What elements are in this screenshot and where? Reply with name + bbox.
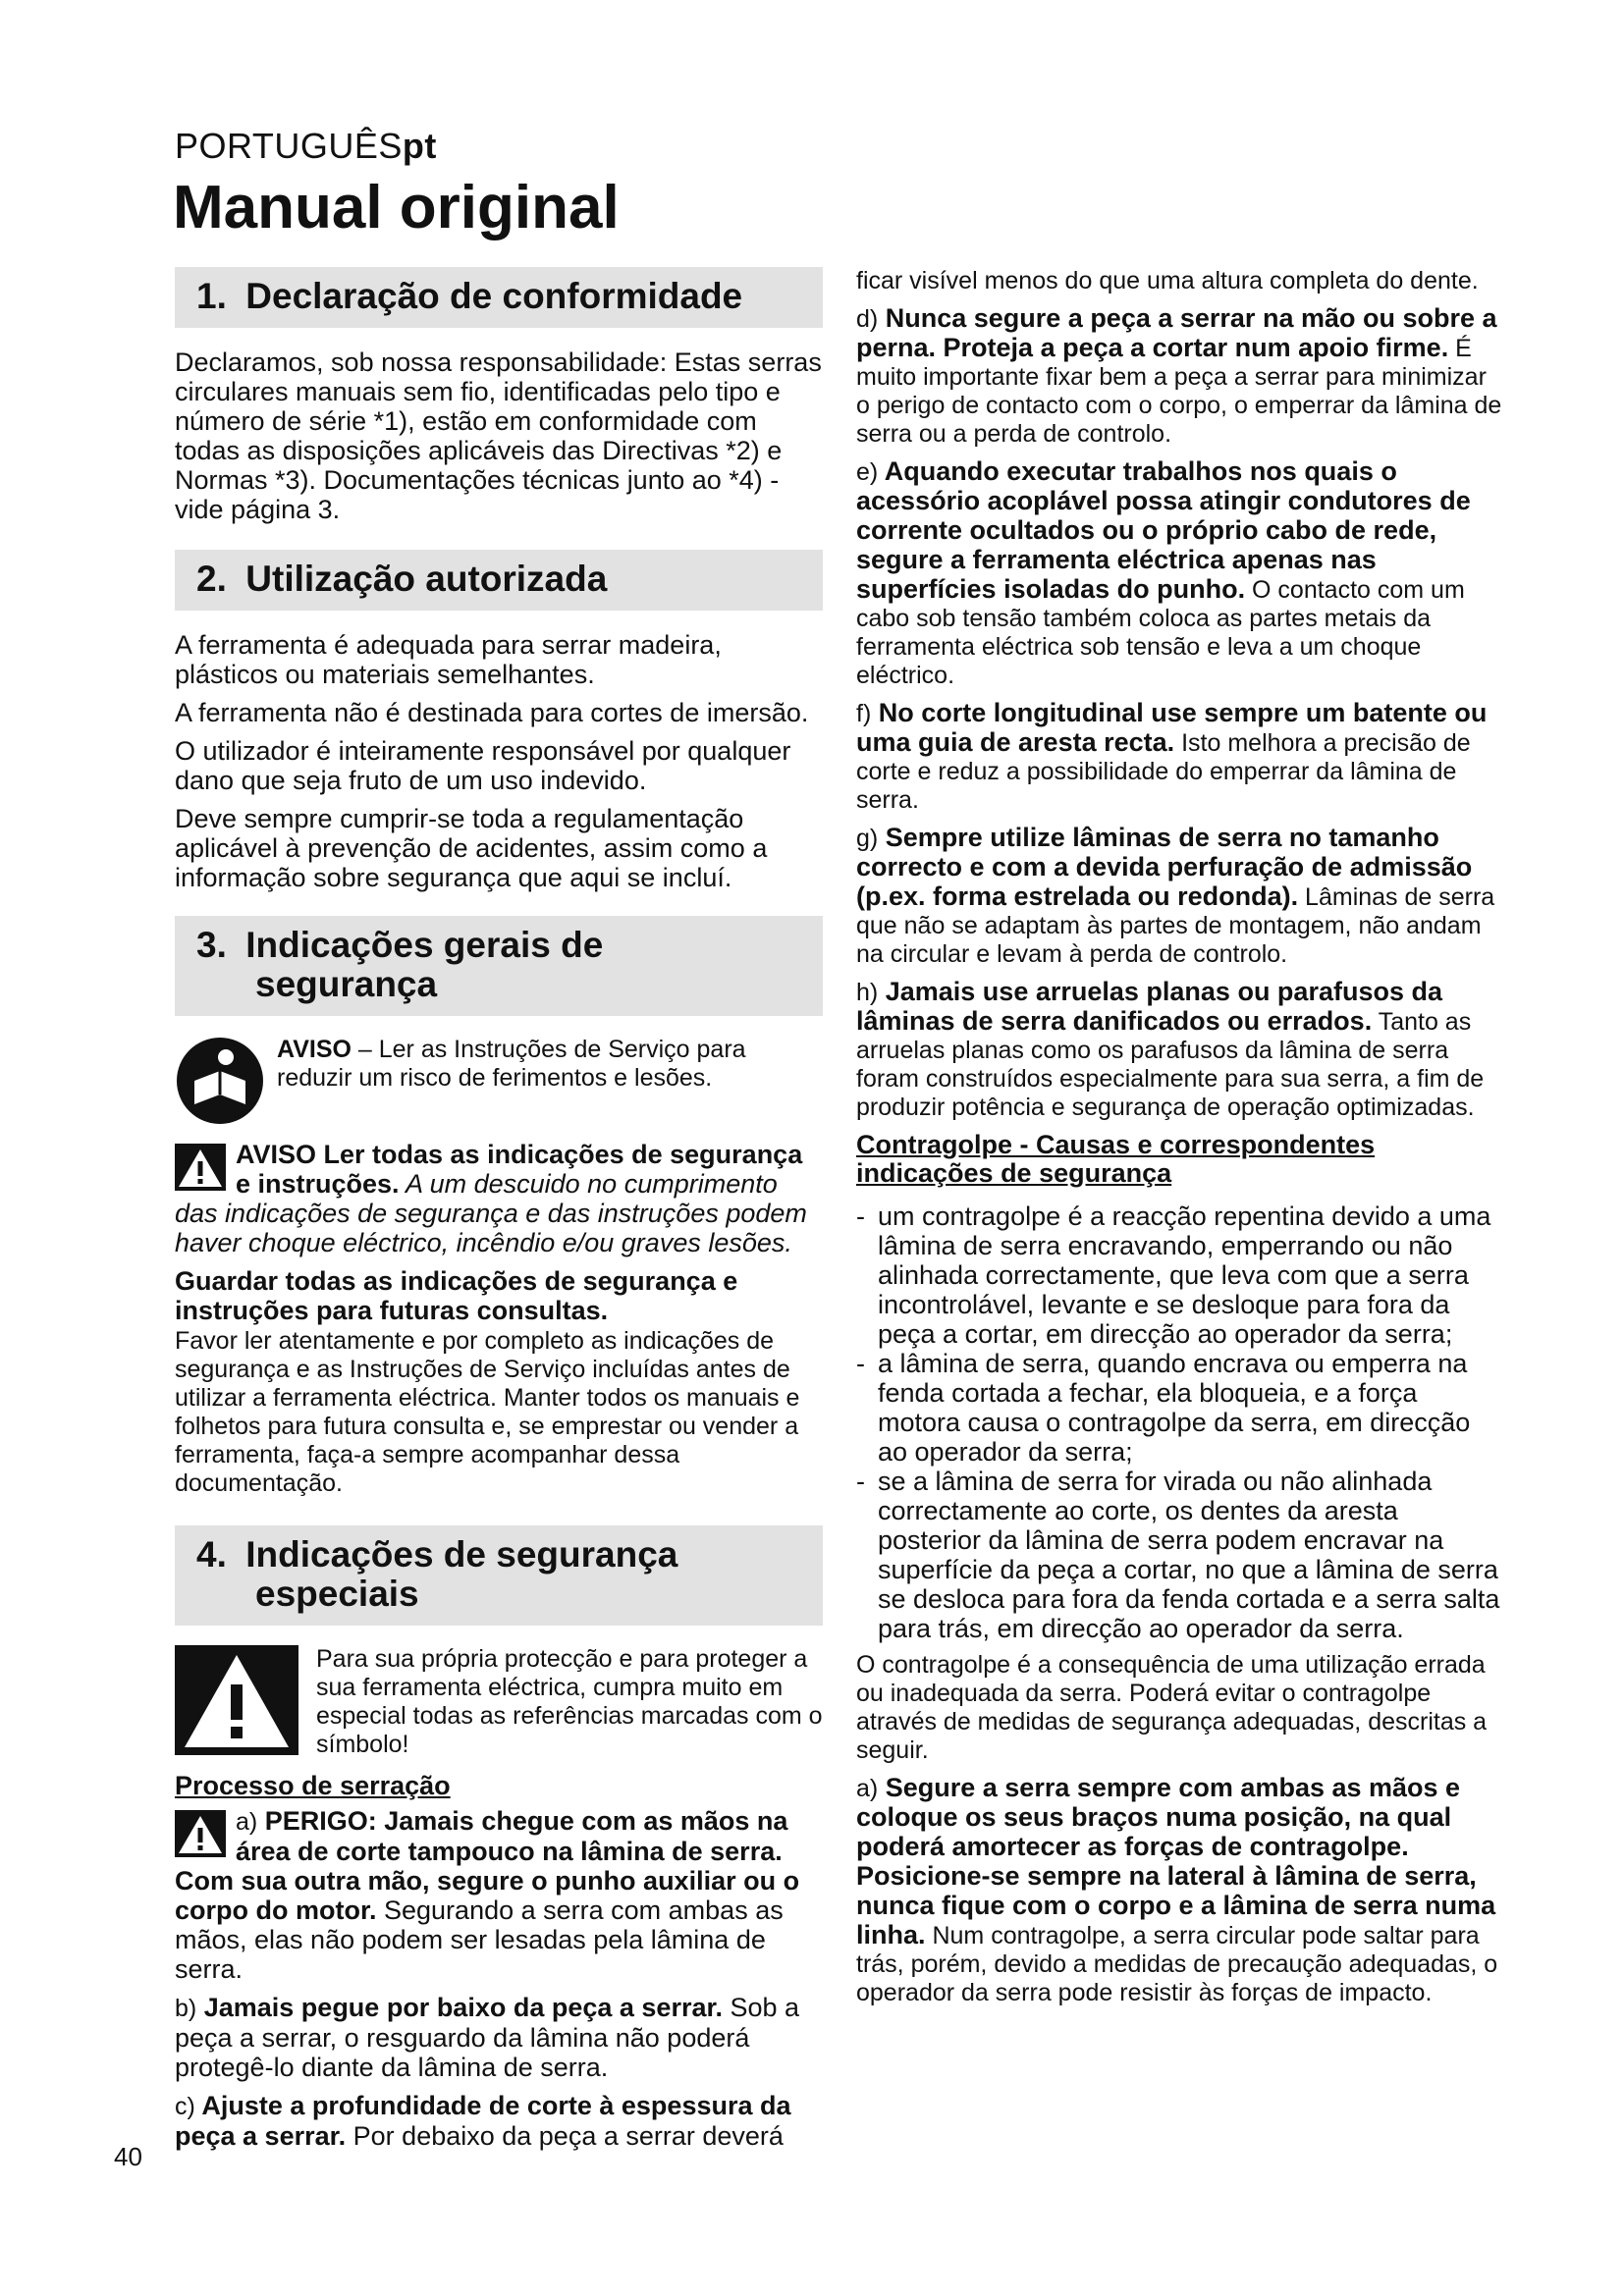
left-column [175,267,823,2160]
kickback-list [856,1201,1504,1643]
language-label: PORTUGUÊSpt [175,126,437,166]
paragraph: O utilizador é inteiramente responsável por qualquer dano que seja fruto de um uso indevido. [175,736,791,795]
item-f: f) No corte longitudinal use sempre um batente ou uma guia de aresta recta. Isto melhora a precisão de corte e reduz a possibilidade do emperrar da lâmina de serra. [856,698,1488,814]
paragraph: Favor ler atentamente e por completo as indicações de segurança e as Instruções de Serviço incluídas antes de utilizar a ferramenta eléctrica. Manter todos os manuais e folhetos para futura consulta e, se emprestar ou vender a ferramenta, faça-a sempre acompanhar dessa documentação. [175,1327,800,1497]
item-d: d) Nunca segure a peça a serrar na mão ou sobre a perna. Proteja a peça a cortar num apoio firme. É muito importante fixar bem a peça a serrar para minimizar o perigo de contacto com o corpo, o emperrar da lâmina de serra ou a perda de controlo. [856,303,1502,448]
item-e: e) Aquando executar trabalhos nos quais o acessório acoplável possa atingir condutores de corrente ocultados ou o próprio cabo de rede, segure a ferramenta eléctrica apenas nas superfícies isoladas do punho. O contacto com um cabo sob tensão também coloca as partes metais da ferramenta eléctrica sob tensão e leva a um choque eléctrico. [856,456,1471,689]
aviso-text: – Ler as Instruções de Serviço para reduzir um risco de ferimentos e lesões. [277,1036,746,1092]
paragraph: ficar visível menos do que uma altura completa do dente. [856,267,1479,294]
symbol-notice: Para sua própria protecção e para proteger a sua ferramenta eléctrica, cumpra muito em especial todas as referências marcadas com o símbolo! [175,1645,823,1759]
keep-heading: Guardar todas as indicações de segurança e instruções para futuras consultas. [175,1266,738,1325]
subheading: Processo de serração [175,1771,451,1800]
paragraph: A ferramenta é adequada para serrar madeira, plásticos ou materiais semelhantes. [175,630,722,689]
list-item: - a lâmina de serra, quando encrava ou emperra na fenda cortada a fechar, ela bloqueia, e a força motora causa o contragolpe da serra, em direcção ao operador da serra; [856,1349,1504,1467]
list-item: - se a lâmina de serra for virada ou não alinhada correctamente ao corte, os dentes da aresta posterior da lâmina de serra podem encravar na superfície da peça a cortar, no que a lâmina de serra se desloca para fora da fenda cortada e a serra salta para trás, em direcção ao operador da serra. [856,1467,1504,1643]
paragraph: O contragolpe é a consequência de uma utilização errada ou inadequada da serra. Poderá evitar o contragolpe através de medidas de segurança adequadas, descritas a seguir. [856,1651,1488,1764]
section-heading-1: 1. Declaração de conformidade [175,267,823,328]
warning-triangle-icon [175,1810,226,1857]
list-item: - um contragolpe é a reacção repentina devido a uma lâmina de serra encravando, emperrando ou não alinhada correctamente, que leva com que a serra incontrolável, levante e se desloque para fora da peça a cortar, em direcção ao operador da serra; [856,1201,1504,1349]
item-b: b) Jamais pegue por baixo da peça a serrar. Sob a peça a serrar, o resguardo da lâmina não poderá protegê-lo diante da lâmina de serra. [175,1993,800,2082]
item-c: c) Ajuste a profundidade de corte à espessura da peça a serrar. Por debaixo da peça a serrar deverá [175,2091,791,2151]
warning-triangle-icon [175,1144,226,1191]
read-manual-icon [175,1036,265,1126]
page-number: 40 [114,2142,142,2171]
paragraph: A ferramenta não é destinada para cortes de imersão. [175,698,809,727]
item-a: a) PERIGO: Jamais chegue com as mãos na área de corte tampouco na lâmina de serra. Com sua outra mão, segure o punho auxiliar ou o corpo do motor. Segurando a serra com ambas as mãos, elas não podem ser lesadas pela lâmina de serra. [175,1806,800,1984]
section-heading-3: 3. Indicações gerais de segurança [175,916,823,1016]
read-manual-notice [175,1036,823,1126]
aviso-label: AVISO [277,1036,352,1063]
paragraph: Deve sempre cumprir-se toda a regulamentação aplicável à prevenção de acidentes, assim como a informação sobre segurança que aqui se incluí. [175,804,768,892]
paragraph: Declaramos, sob nossa responsabilidade: Estas serras circulares manuais sem fio, identificadas pelo tipo e número de série *1), estão em conformidade com todas as disposições aplicáveis das Directivas *2) e Normas *3). Documentações técnicas junto ao *4) - vide página 3. [175,347,822,524]
section-heading-4: 4. Indicações de segurança especiais [175,1525,823,1626]
item-g: g) Sempre utilize lâminas de serra no tamanho correcto e com a devida perfuração de admissão (p.ex. forma estrelada ou redonda). Lâminas de serra que não se adaptam às partes de montagem, não andam na circular e levam à perda de controlo. [856,823,1495,968]
warning-paragraph: AVISO Ler todas as indicações de segurança e instruções. A um descuido no cumprimento das indicações de segurança e das instruções podem haver choque eléctrico, incêndio e/ou graves lesões. [175,1140,807,1257]
right-column [856,267,1504,2016]
section-heading-2: 2. Utilização autorizada [175,550,823,611]
item-kickback-a: a) Segure a serra sempre com ambas as mãos e coloque os seus braços numa posição, na qual poderá amortecer as forças de contragolpe. Posicione-se sempre na lateral à lâmina de serra, nunca fique com o corpo e a lâmina de serra numa linha. Num contragolpe, a serra circular pode saltar para trás, porém, devido a medidas de precaução adequadas, o operador da serra pode resistir às forças de impacto. [856,1773,1498,2006]
kickback-subheading: Contragolpe - Causas e correspondentes indicações de segurança [856,1130,1376,1188]
warning-triangle-icon [175,1645,298,1755]
item-h: h) Jamais use arruelas planas ou parafusos da lâminas de serra danificados ou errados. Tanto as arruelas planas como os parafusos da lâmina de serra foram construídos especialmente para sua serra, a fim de produzir potência e segurança de operação optimizadas. [856,977,1485,1121]
page-title: Manual original [173,174,620,241]
